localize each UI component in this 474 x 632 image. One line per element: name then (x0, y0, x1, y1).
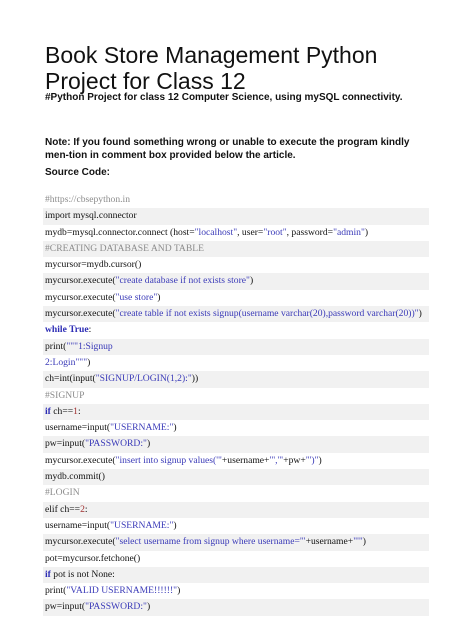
code-token: "use store" (115, 291, 158, 303)
code-token: mydb=mysql.connector.connect (host= (45, 226, 195, 238)
code-line (43, 469, 429, 485)
code-token: pot is not None: (50, 568, 115, 580)
code-token: #CREATING DATABASE AND TABLE (45, 242, 204, 254)
code-token: ) (418, 308, 422, 320)
code-token: ) (173, 422, 177, 434)
code-line (43, 534, 429, 550)
code-token: mydb.commit() (45, 471, 105, 483)
code-line (43, 208, 429, 224)
code-token: "','" (269, 454, 284, 466)
code-line (43, 583, 429, 599)
code-line (43, 567, 429, 583)
code-token: "')" (305, 454, 319, 466)
code-token: +pw+ (283, 454, 306, 466)
page-title: Book Store Management Python Project for Class 12 (45, 42, 378, 94)
article-note: Note: If you found something wrong or unable to execute the program kindly men-tion in comment box provided below the article. (45, 137, 410, 161)
code-token: #https://cbsepython.in (45, 194, 131, 205)
code-token: : (77, 405, 81, 417)
code-line (43, 436, 429, 452)
code-token: "localhost" (194, 226, 238, 238)
code-token: ) (146, 438, 151, 450)
code-token: ch=int(input( (45, 373, 96, 385)
code-token: while True (45, 324, 89, 336)
code-token: )) (191, 373, 199, 385)
code-token: "root" (263, 226, 287, 238)
code-line (43, 241, 429, 257)
code-token: 2 (80, 503, 85, 515)
code-token: "PASSWORD:" (85, 601, 147, 613)
code-line (43, 551, 429, 567)
code-token: #SIGNUP (45, 389, 85, 401)
code-token: mycursor.execute( (45, 454, 116, 466)
code-token: , user= (237, 226, 264, 238)
code-token: print( (45, 585, 67, 597)
article-subtitle: #Python Project for class 12 Computer Science, using mySQL connectivity. (45, 92, 403, 103)
code-token: 2:Login""" (45, 356, 88, 368)
code-line (43, 420, 429, 436)
code-token: ) (177, 585, 181, 597)
code-token: 1 (73, 405, 78, 417)
code-line (43, 502, 429, 518)
code-token: "insert into signup values('" (115, 454, 222, 466)
code-line (43, 518, 429, 534)
code-line (43, 192, 429, 208)
code-token: ) (318, 454, 322, 466)
code-token: ch== (50, 405, 74, 417)
code-token: if (45, 568, 51, 580)
code-token: username=input( (45, 422, 111, 434)
code-token: mycursor.execute( (45, 536, 116, 548)
code-line (43, 273, 429, 289)
source-code-heading: Source Code: (45, 167, 111, 178)
code-token: ) (87, 356, 91, 368)
code-line (43, 388, 429, 404)
code-line (43, 371, 429, 387)
code-line (43, 257, 429, 273)
code-token: ) (157, 291, 161, 303)
code-token: elif ch== (45, 503, 81, 515)
code-token: "VALID USERNAME!!!!!!" (66, 585, 178, 597)
code-token: ) (146, 601, 151, 613)
code-token: username=input( (45, 519, 111, 531)
code-token: #LOGIN (45, 487, 80, 499)
code-token: "admin" (333, 226, 365, 238)
code-token: +username+ (221, 454, 270, 466)
code-token: "create table if not exists signup(username varchar(20),password varchar(20))" (115, 308, 419, 320)
code-block (43, 192, 429, 616)
code-token: if (45, 405, 51, 417)
code-token: , password= (286, 226, 334, 238)
code-line (43, 339, 429, 355)
code-token: "USERNAME:" (110, 519, 174, 531)
code-token: """1:Signup (66, 340, 113, 352)
code-token: pw=input( (45, 438, 86, 450)
code-token: "create database if not exists store" (115, 275, 250, 287)
code-token: ) (362, 536, 366, 548)
code-token: "'" (353, 536, 363, 548)
code-token: mycursor=mydb.cursor() (45, 259, 142, 271)
code-line (43, 599, 429, 615)
code-token: : (88, 324, 92, 336)
code-token: print( (45, 340, 67, 352)
code-token: "PASSWORD:" (85, 438, 147, 450)
code-token: import mysql.connector (45, 210, 137, 222)
code-token: pw=input( (45, 601, 86, 613)
code-token: mycursor.execute( (45, 275, 116, 287)
code-token: "USERNAME:" (110, 422, 174, 434)
code-line (43, 453, 429, 469)
code-token: ) (364, 226, 369, 238)
code-line (43, 404, 429, 420)
code-token: : (84, 503, 88, 515)
code-token: mycursor.execute( (45, 308, 116, 320)
code-line (43, 225, 429, 241)
code-token: ) (173, 519, 177, 531)
code-line (43, 306, 429, 322)
code-line (43, 355, 429, 371)
code-token: ) (249, 275, 254, 287)
code-line (43, 322, 429, 338)
code-token: pot=mycursor.fetchone() (45, 552, 141, 564)
code-token: mycursor.execute( (45, 291, 116, 303)
code-token: "select username from signup where username='" (115, 536, 306, 548)
code-line (43, 485, 429, 501)
code-line (43, 290, 429, 306)
code-token: "SIGNUP/LOGIN(1,2):" (95, 373, 192, 385)
code-token: +username+ (305, 536, 354, 548)
